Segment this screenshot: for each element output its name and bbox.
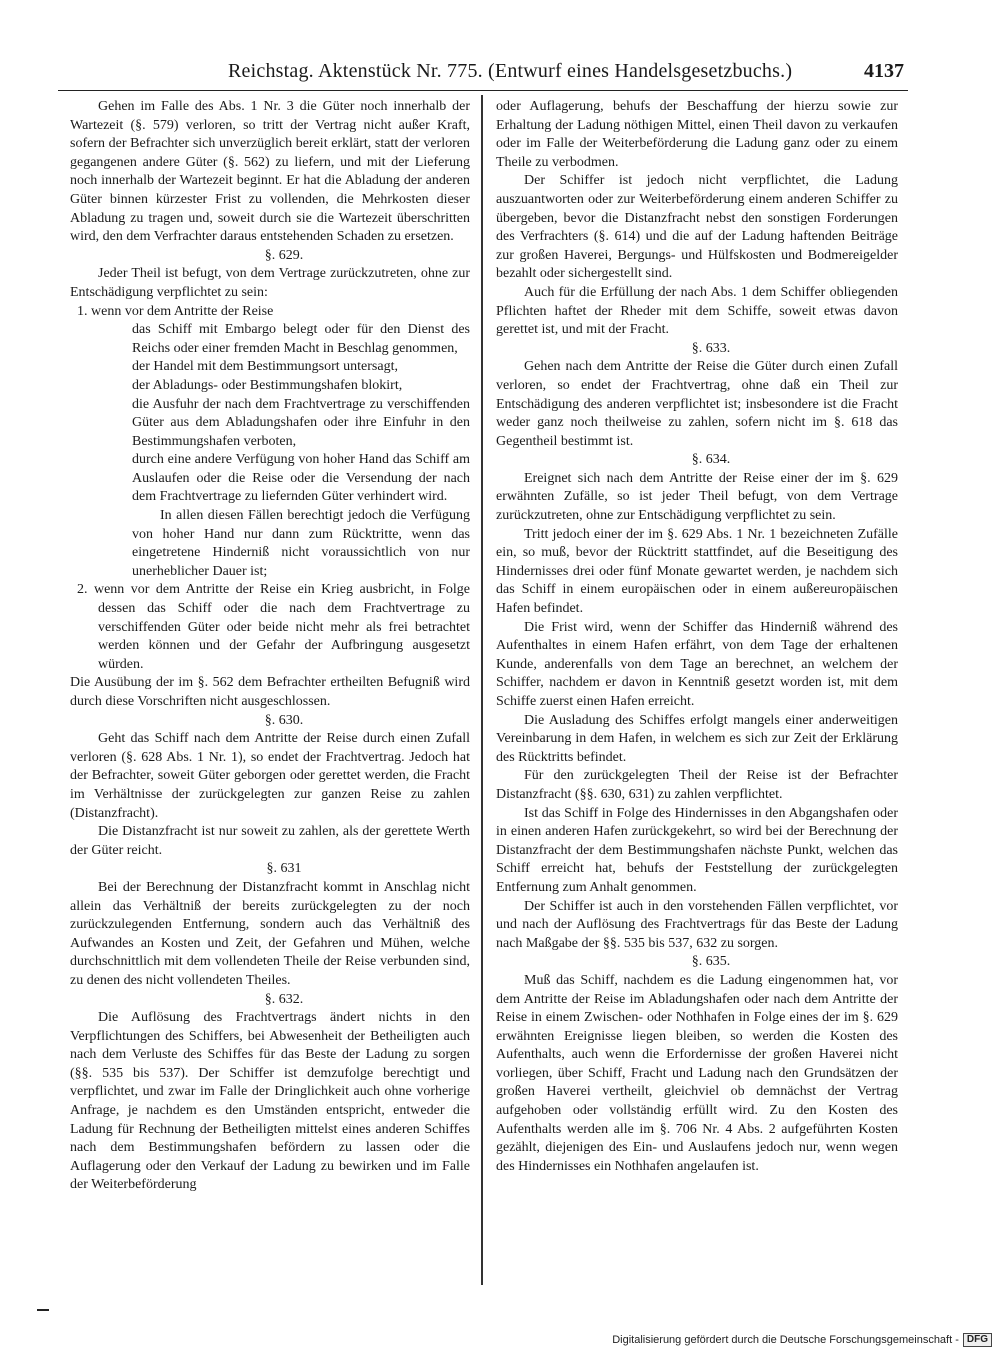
section-heading: §. 634. (691, 452, 731, 468)
footer-credit: Digitalisierung gefördert durch die Deutsche Forschungsgemeinschaft - (612, 1334, 959, 1346)
section-heading: §. 629. (264, 247, 304, 263)
paragraph: Der Schiffer ist jedoch nicht verpflichtet, die Ladung auszuantworten oder zur Weiterbeförderung einem anderen Schiffer zu übergeben, bevor die Distanzfracht nebst den sonstigen Forderungen des Verfrachters (§. 614) und die auf der Ladung haftenden Beiträge zur großen Haverei, Bergungs- und Hülfskosten und Bodmereigelder bezahlt oder sichergestellt sind. (496, 173, 898, 282)
paragraph: Die Auflösung des Frachtvertrags ändert nichts in den Verpflichtungen des Schiffers, bei Abwesenheit der Betheiligten auch nach dem Verluste des Schiffes für das Beste der Ladung zu sorgen (§§. 535 bis 537). Der Schiffer ist demzufolge berechtigt und verpflichtet, und zwar im Falle der Dringlichkeit auch ohne vorherige Anfrage, je nachdem es den Umständen entspricht, entweder die Ladung für Rechnung der Betheiligten mittelst eines anderen Schiffes nach dem Bestimmungshafen befördern zu lassen oder die Auflagerung oder den Verkauf der Ladung zu bewirken und im Falle der Weiterbeförderung (70, 1010, 470, 1193)
paragraph: Für den zurückgelegten Theil der Reise ist der Befrachter Distanzfracht (§§. 630, 631) zu zahlen verpflichtet. (496, 768, 898, 802)
paragraph: Ist das Schiff in Folge des Hindernisses in den Abgangshafen oder in einen anderen Hafen zurückgekehrt, so wird bei der Berechnung der Distanzfracht der dem Bestimmungshafen nächste Punkt, welchen das Schiff erreicht hat, behufs der Feststellung der zurückgelegten Entfernung zum Anhalt genommen. (496, 805, 898, 895)
section-heading: §. 635. (691, 954, 731, 970)
paragraph: der Abladungs- oder Bestimmungshafen blokirt, (132, 377, 403, 393)
paragraph: Die Ausladung des Schiffes erfolgt mangels einer anderweitigen Vereinbarung in dem Hafen, in welchem es sich zur Zeit der Erklärung des Rücktritts befindet. (496, 712, 898, 765)
paragraph: der Handel mit dem Bestimmungsort untersagt, (132, 359, 398, 375)
paragraph: Geht das Schiff nach dem Antritte der Reise durch einen Zufall verloren (§. 628 Abs. 1 Nr. 1), so endet der Frachtvertrag. Jedoch hat der Befrachter, soweit Güter geborgen oder gerettet werden, die Fracht im Verhältnisse der zurückgelegten zur ganzen Reise zu zahlen (Distanzfracht). (70, 731, 470, 821)
paragraph: Gehen im Falle des Abs. 1 Nr. 3 die Güter noch innerhalb der Wartezeit (§. 579) verloren, so tritt der Vertrag nicht außer Kraft, sofern der Befrachter sich unverzüglich bereit erklärt, statt der verloren gegangenen andere Güter (§. 562) zu liefern, und mit der Lieferung noch innerhalb der Wartezeit beginnt. Er hat die Abladung der anderen Güter binnen kürzester Frist zu vollenden, die Mehrkosten dieser Abladung zu tragen und, soweit durch sie die Wartezeit überschritten wird, den dem Verfrachter daraus entstehenden Schaden zu ersetzen. (70, 99, 470, 245)
dfg-logo-icon: DFG (963, 1333, 992, 1347)
paragraph: die Ausfuhr der nach dem Frachtvertrage zu verschiffenden Güter aus dem Abladungshafen oder ihre Einfuhr in den Bestimmungshafen verboten, (132, 396, 470, 449)
paragraph: In allen diesen Fällen berechtigt jedoch die Verfügung von hoher Hand nur dann zum Rücktritte, wenn das eingetretene Hinderniß nicht voraussichtlich von nur unerheblicher Dauer ist; (132, 508, 470, 579)
paragraph: Ereignet sich nach dem Antritte der Reise einer der im §. 629 erwähnten Zufälle, so ist jeder Theil befugt, von dem Vertrage zurückzutreten, ohne zur Entschädigung verpflichtet zu sein. (496, 470, 898, 524)
paragraph: 2. wenn vor dem Antritte der Reise ein Krieg ausbricht, in Folge dessen das Schiff oder die nach dem Frachtvertrage zu verschiffenden Güter oder beide nicht mehr als frei betrachtet werden können und der Gefahr der Aufbringung ausgesetzt würden. (77, 582, 470, 672)
left-column (70, 98, 470, 1195)
paragraph: 1. wenn vor dem Antritte der Reise (77, 303, 274, 319)
page-number: 4137 (864, 60, 904, 82)
paragraph: Die Frist wird, wenn der Schiffer das Hinderniß während des Aufenthaltes in einem Hafen erfährt, von dem Tage der erhaltenen Kunde, anderenfalls von dem Tage an berechnet, an welchem der Schiffer, nachdem er davon in Kenntniß gesetzt worden ist, mit dem Schiffe zuerst einen Hafen erreicht. (496, 619, 898, 709)
column-divider (481, 95, 483, 1285)
paragraph: Jeder Theil ist befugt, von dem Vertrage zurückzutreten, ohne zur Entschädigung verpflichtet zu sein: (70, 266, 470, 300)
paragraph: das Schiff mit Embargo belegt oder für den Dienst des Reichs oder einer fremden Macht in Beschlag genommen, (132, 322, 470, 356)
margin-mark (37, 1309, 49, 1311)
section-heading: §. 630. (264, 712, 304, 728)
page-title: Reichstag. Aktenstück Nr. 775. (Entwurf eines Handelsgesetzbuchs.) (228, 60, 793, 82)
paragraph: oder Auflagerung, behufs der Beschaffung der hierzu sowie zur Erhaltung der Ladung nöthigen Mittel, einen Theil davon zu verkaufen oder im Falle der Weiterbeförderung die Ladung ganz oder zu einem Theile zu verbodmen. (496, 99, 898, 170)
paragraph: Muß das Schiff, nachdem es die Ladung eingenommen hat, vor dem Antritte der Reise im Abladungshafen oder nach dem Antritte der Reise in einem Zwischen- oder Nothhafen in Folge eines der im §. 629 erwähnten Ereignisse liegen bleiben, so werden die Kosten des Aufenthalts, auch wenn die Erfordernisse der großen Haverei nicht vorliegen, über Schiff, Fracht und Ladung nach den Grundsätzen der großen Haverei vertheilt, gleichviel ob demnächst der Vertrag aufgehoben oder vollständig erfüllt wird. Zu den Kosten des Aufenthalts werden alle im §. 706 Nr. 4 Abs. 2 aufgeführten Kosten gezählt, diejenigen des Ein- und Auslaufens jedoch nur, wenn wegen des Hindernisses ein Nothhafen angelaufen ist. (496, 972, 898, 1174)
section-heading: §. 633. (691, 340, 731, 356)
paragraph: Auch für die Erfüllung der nach Abs. 1 dem Schiffer obliegenden Pflichten haftet der Rheder mit dem Schiffe, soweit etwas davon gerettet ist, und mit der Fracht. (496, 284, 898, 338)
page-footer (612, 1333, 992, 1347)
paragraph: Der Schiffer ist auch in den vorstehenden Fällen verpflichtet, vor und nach der Auflösung des Frachtvertrags für das Beste der Ladung nach Maßgabe der §§. 535 bis 537, 632 zu sorgen. (496, 898, 898, 951)
right-column (496, 98, 898, 1176)
section-heading: §. 632. (264, 991, 304, 1007)
page-header (58, 58, 908, 91)
paragraph: Die Ausübung der im §. 562 dem Befrachter ertheilten Befugniß wird durch diese Vorschriften nicht ausgeschlossen. (70, 675, 470, 709)
section-heading: §. 631 (266, 861, 302, 877)
paragraph: Gehen nach dem Antritte der Reise die Güter durch einen Zufall verloren, so endet der Frachtvertrag, ohne daß ein Theil zur Entschädigung des anderen verpflichtet ist; insbesondere ist die Fracht weder ganz noch theilweise zu zahlen, sofern nicht im §. 618 das Gegentheil bestimmt ist. (496, 359, 898, 449)
paragraph: Die Distanzfracht ist nur soweit zu zahlen, als der gerettete Werth der Güter reicht. (70, 824, 470, 858)
paragraph: Bei der Berechnung der Distanzfracht kommt in Anschlag nicht allein das Verhältniß der bereits zurückgelegten zu der noch zurückzulegenden Entfernung, sondern auch das Verhältniß des Aufwandes an Kosten und Zeit, der Gefahren und Mühen, welche durchschnittlich mit dem vollendeten Theile der Reise verbunden sind, zu denen des nicht vollendeten Theiles. (70, 879, 470, 988)
paragraph: Tritt jedoch einer der im §. 629 Abs. 1 Nr. 1 bezeichneten Zufälle ein, so muß, bevor der Rücktritt stattfindet, auf die Beseitigung des Hindernisses drei oder fünf Monate gewartet werden, je nachdem sich das Schiff in einem europäischen oder in einem außereuropäischen Hafen befindet. (496, 526, 898, 617)
paragraph: durch eine andere Verfügung von hoher Hand das Schiff am Auslaufen oder die Reise oder die Versendung der nach dem Frachtvertrage zu liefernden Güter verhindert wird. (132, 452, 470, 505)
